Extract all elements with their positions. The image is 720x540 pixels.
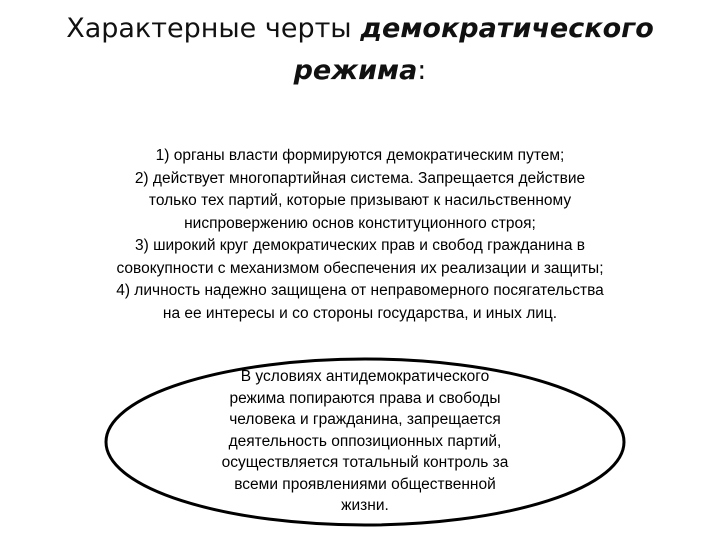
feature-line: 1) органы власти формируются демократическим путем; <box>155 147 565 164</box>
title-suffix: : <box>417 55 427 86</box>
title-emphasis-1: демократического <box>360 13 654 44</box>
note-line: всеми проявлениями общественной <box>234 475 496 493</box>
feature-line: совокупности с механизмом обеспечения их реализации и защиты; <box>116 259 604 277</box>
feature-line: 4) личность надежно защищена от неправомерного посягательства <box>116 282 604 299</box>
antidemocratic-note-text <box>185 366 545 517</box>
feature-line: 2) действует многопартийная система. Запрещается действие <box>134 169 586 187</box>
note-line: осуществляется тотальный контроль за <box>221 454 509 471</box>
feature-line: только тех партий, которые призывают к насильственному <box>148 192 572 209</box>
note-line: В условиях антидемократического <box>240 368 490 385</box>
feature-line: на ее интересы и со стороны государства, и иных лиц. <box>162 304 558 322</box>
title-emphasis-2: режима <box>293 55 418 86</box>
note-line: деятельность оппозиционных партий, <box>228 432 502 450</box>
title-line-2 <box>40 50 680 92</box>
feature-line: ниспровержению основ конституционного строя; <box>184 214 536 232</box>
note-line: режима попираются права и свободы <box>229 389 501 407</box>
note-line: человека и гражданина, запрещается <box>229 411 501 428</box>
title-prefix: Характерные черты <box>66 13 361 44</box>
note-line: жизни. <box>341 497 389 514</box>
feature-line: 3) широкий круг демократических прав и свобод гражданина в <box>134 237 586 254</box>
slide-title <box>40 8 680 92</box>
democratic-features-text <box>60 145 660 325</box>
antidemocratic-ellipse <box>103 356 627 528</box>
title-line-1 <box>40 8 680 50</box>
